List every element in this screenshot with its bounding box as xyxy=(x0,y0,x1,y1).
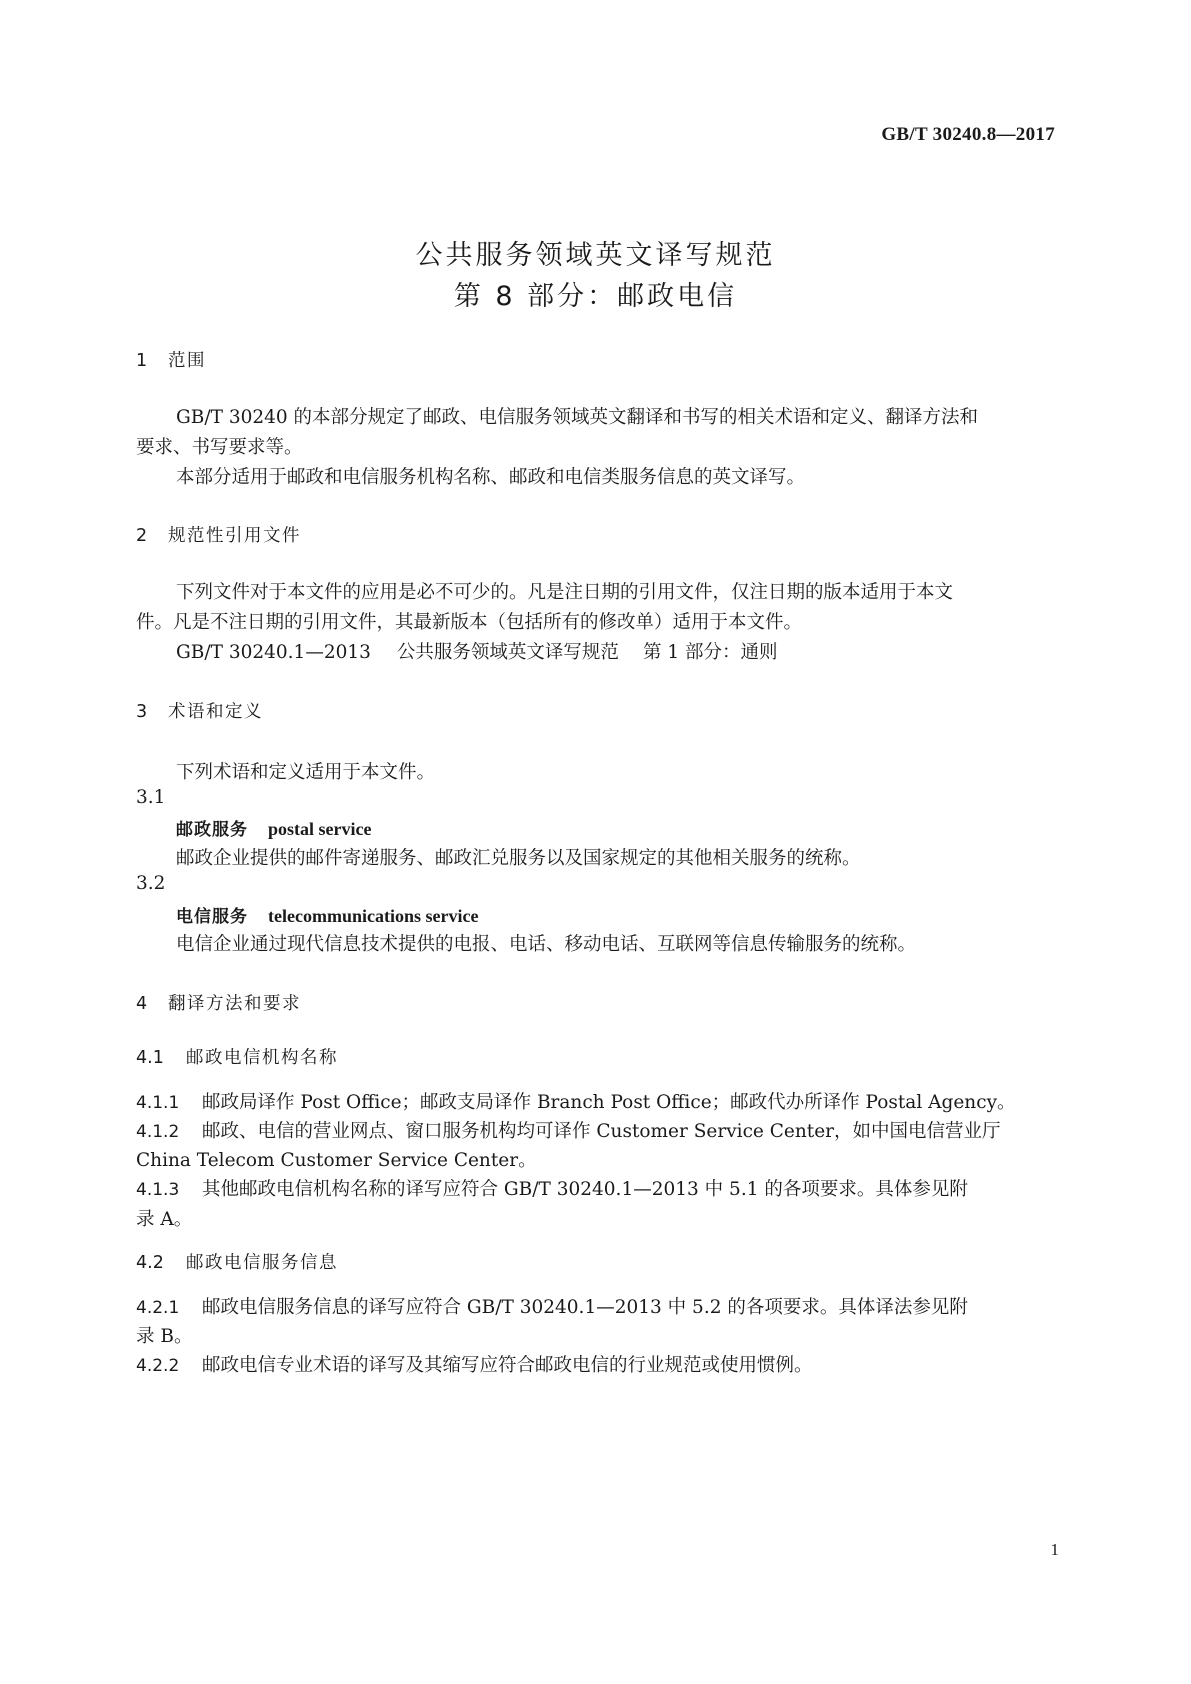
subsection-4-2-heading xyxy=(136,1249,1056,1274)
document-subtitle: 第 8 部分：邮政电信 xyxy=(453,281,738,312)
term-chinese: 邮政服务 xyxy=(176,820,248,840)
document-title: 公共服务领域英文译写规范 xyxy=(415,240,776,271)
term-number: 3.2 xyxy=(136,873,166,894)
section-1-heading xyxy=(136,347,1056,372)
clause-number: 4.2.2 xyxy=(136,1356,180,1376)
clause-4-1-1 xyxy=(136,1088,1056,1114)
clause-number: 4.1.2 xyxy=(136,1122,180,1142)
paragraph-continuation: 件。凡是不注日期的引用文件，其最新版本（包括所有的修改单）适用于本文件。 xyxy=(136,612,803,633)
clause-text: 邮政局译作 Post Office；邮政支局译作 Branch Post Office；邮政代办所译作 Postal Agency。 xyxy=(202,1092,1016,1113)
page-number: 1 xyxy=(1050,1540,1059,1559)
clause-continuation: China Telecom Customer Service Center。 xyxy=(136,1150,537,1171)
paragraph: 本部分适用于邮政和电信服务机构名称、邮政和电信类服务信息的英文译写。 xyxy=(176,467,806,488)
section-title: 翻译方法和要求 xyxy=(168,994,301,1014)
term-number: 3.1 xyxy=(136,787,166,808)
term-definition: 邮政企业提供的邮件寄递服务、邮政汇兑服务以及国家规定的其他相关服务的统称。 xyxy=(176,848,861,869)
clause-text: 邮政电信专业术语的译写及其缩写应符合邮政电信的行业规范或使用惯例。 xyxy=(202,1355,813,1376)
clause-text: 邮政电信服务信息的译写应符合 GB/T 30240.1—2013 中 5.2 的各项要求。具体译法参见附 xyxy=(202,1297,968,1318)
clause-text: 邮政、电信的营业网点、窗口服务机构均可译作 Customer Service Center，如中国电信营业厅 xyxy=(202,1121,1001,1142)
term-entry xyxy=(136,815,1096,840)
section-number: 2 xyxy=(136,526,148,546)
clause-continuation: 录 B。 xyxy=(136,1326,193,1347)
term-definition: 电信企业通过现代信息技术提供的电报、电话、移动电话、互联网等信息传输服务的统称。 xyxy=(176,934,917,955)
clause-4-2-1 xyxy=(136,1293,1056,1319)
section-title: 规范性引用文件 xyxy=(168,526,301,546)
section-number: 1 xyxy=(136,351,148,371)
subsection-4-1-heading xyxy=(136,1044,1056,1069)
clause-text: 其他邮政电信机构名称的译写应符合 GB/T 30240.1—2013 中 5.1 的各项要求。具体参见附 xyxy=(202,1179,968,1200)
clause-number: 4.1.3 xyxy=(136,1180,180,1200)
term-english: postal service xyxy=(268,819,372,839)
clause-number: 4.2.1 xyxy=(136,1298,180,1318)
section-2-heading xyxy=(136,522,1056,547)
subsection-title: 邮政电信机构名称 xyxy=(186,1048,338,1068)
reference-title: 公共服务领域英文译写规范 xyxy=(396,642,619,663)
section-title: 范围 xyxy=(168,351,206,371)
section-title: 术语和定义 xyxy=(168,702,263,722)
section-number: 4 xyxy=(136,994,148,1014)
paragraph-continuation: 要求、书写要求等。 xyxy=(136,437,303,458)
subsection-number: 4.2 xyxy=(136,1253,164,1273)
clause-4-2-2 xyxy=(136,1351,1056,1377)
section-4-heading xyxy=(136,990,1056,1015)
term-english: telecommunications service xyxy=(268,906,479,926)
clause-continuation: 录 A。 xyxy=(136,1209,193,1230)
term-entry xyxy=(136,902,1096,927)
subsection-title: 邮政电信服务信息 xyxy=(186,1253,338,1273)
clause-4-1-2 xyxy=(136,1117,1056,1143)
clause-number: 4.1.1 xyxy=(136,1093,180,1113)
reference-part: 第 1 部分：通则 xyxy=(642,642,778,663)
standard-code: GB/T 30240.8—2017 xyxy=(881,124,1055,145)
clause-4-1-3 xyxy=(136,1175,1056,1201)
term-chinese: 电信服务 xyxy=(176,907,248,927)
paragraph: 下列文件对于本文件的应用是必不可少的。凡是注日期的引用文件，仅注日期的版本适用于本文 xyxy=(176,582,954,603)
section-number: 3 xyxy=(136,702,148,722)
reference-code: GB/T 30240.1—2013 xyxy=(176,642,371,663)
normative-reference xyxy=(136,638,1096,664)
subsection-number: 4.1 xyxy=(136,1048,164,1068)
section-3-heading xyxy=(136,698,1056,723)
paragraph: GB/T 30240 的本部分规定了邮政、电信服务领域英文翻译和书写的相关术语和定义、翻译方法和 xyxy=(176,407,979,428)
paragraph: 下列术语和定义适用于本文件。 xyxy=(176,762,436,783)
